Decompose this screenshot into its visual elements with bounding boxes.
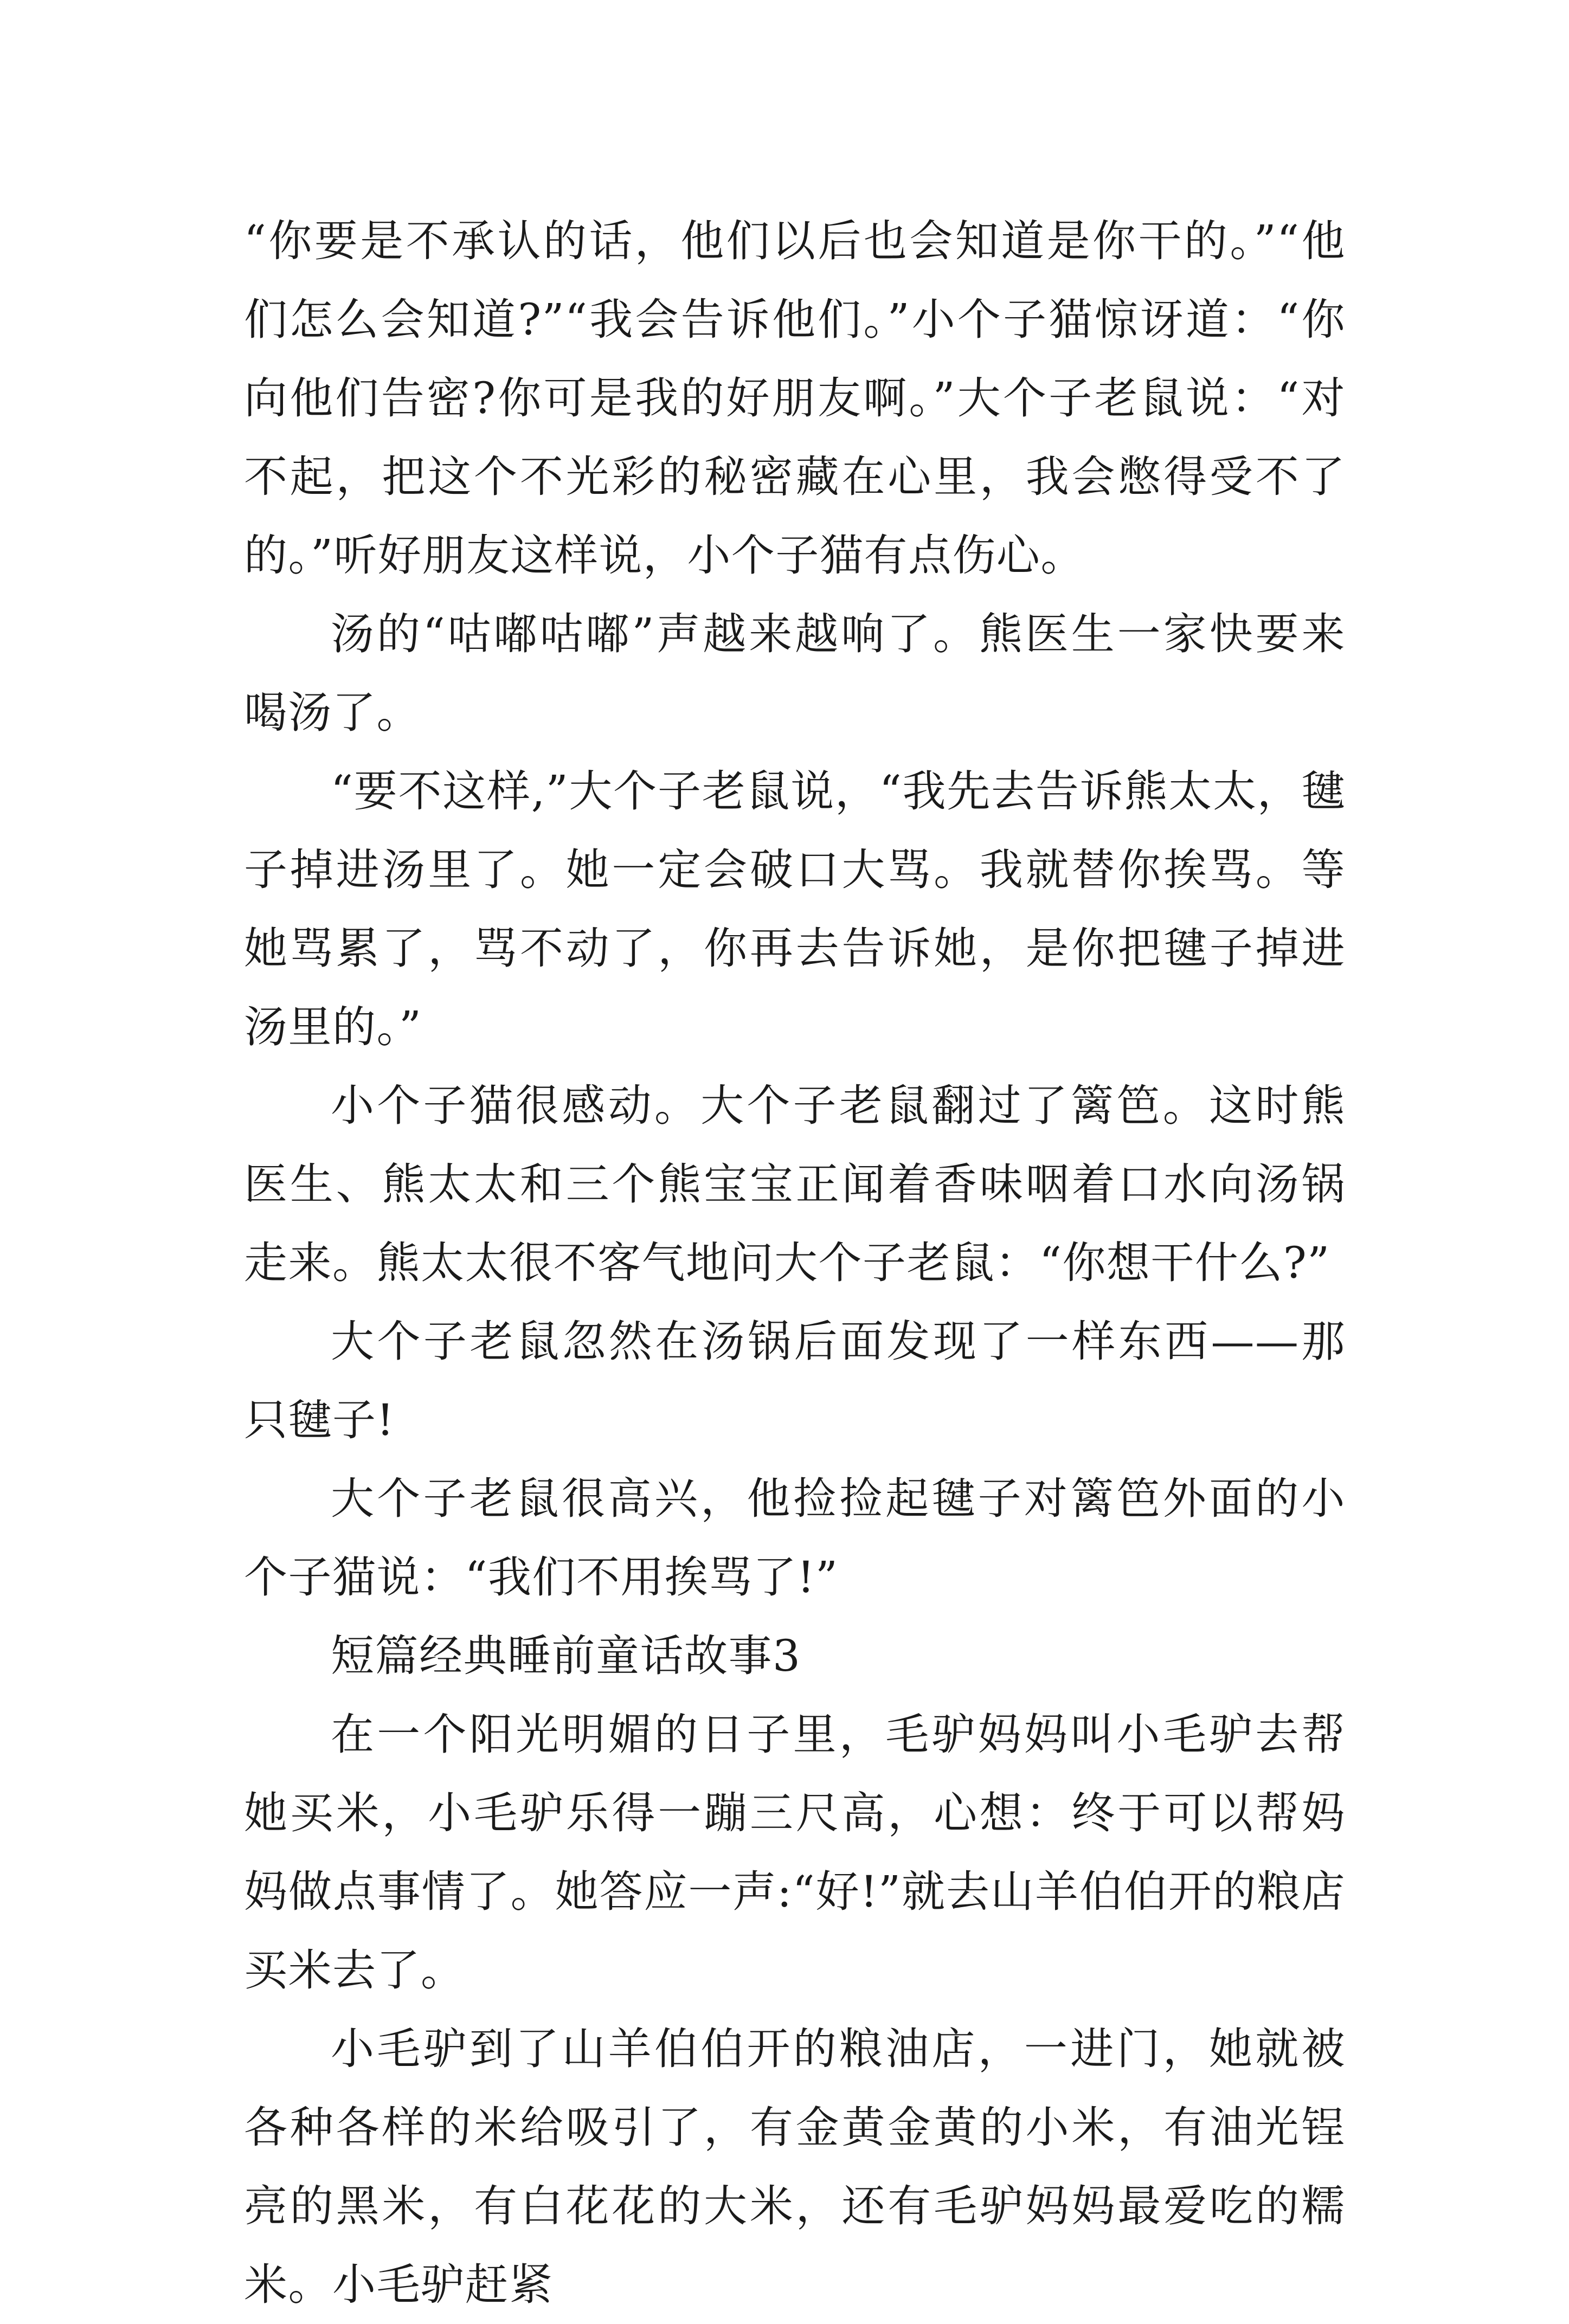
paragraph: 大个子老鼠很高兴，他捡捡起毽子对篱笆外面的小个子猫说：“我们不用挨骂了!” <box>244 1473 1346 1602</box>
paragraph: 汤的“咕嘟咕嘟”声越来越响了。熊医生一家快要来喝汤了。 <box>244 609 1346 738</box>
paragraph: 小毛驴到了山羊伯伯开的粮油店，一进门，她就被各种各样的米给吸引了，有金黄金黄的小米，有油光锃亮的黑米，有白花花的大米，还有毛驴妈妈最爱吃的糯米。小毛驴赶紧 <box>244 2024 1346 2310</box>
paragraph: 在一个阳光明媚的日子里，毛驴妈妈叫小毛驴去帮她买米，小毛驴乐得一蹦三尺高，心想：终于可以帮妈妈做点事情了。她答应一声:“好!”就去山羊伯伯开的粮店买米去了。 <box>244 1709 1346 1995</box>
paragraph: 小个子猫很感动。大个子老鼠翻过了篱笆。这时熊医生、熊太太和三个熊宝宝正闻着香味咽着口水向汤锅走来。熊太太很不客气地问大个子老鼠：“你想干什么?” <box>244 1080 1346 1288</box>
section-heading: 短篇经典睡前童话故事3 <box>331 1631 801 1681</box>
paragraph: 大个子老鼠忽然在汤锅后面发现了一样东西——那只毽子! <box>244 1316 1346 1445</box>
paragraph: “你要是不承认的话，他们以后也会知道是你干的。”“他们怎么会知道?”“我会告诉他们。”小个子猫惊讶道：“你向他们告密?你可是我的好朋友啊。”大个子老鼠说：“对不起，把这个不光彩的秘密藏在心里，我会憋得受不了的。”听好朋友这样说，小个子猫有点伤心。 <box>244 216 1346 581</box>
document-body <box>244 202 1346 2324</box>
paragraph: “要不这样,”大个子老鼠说，“我先去告诉熊太太，毽子掉进汤里了。她一定会破口大骂。我就替你挨骂。等她骂累了，骂不动了，你再去告诉她，是你把毽子掉进汤里的。” <box>244 766 1346 1052</box>
